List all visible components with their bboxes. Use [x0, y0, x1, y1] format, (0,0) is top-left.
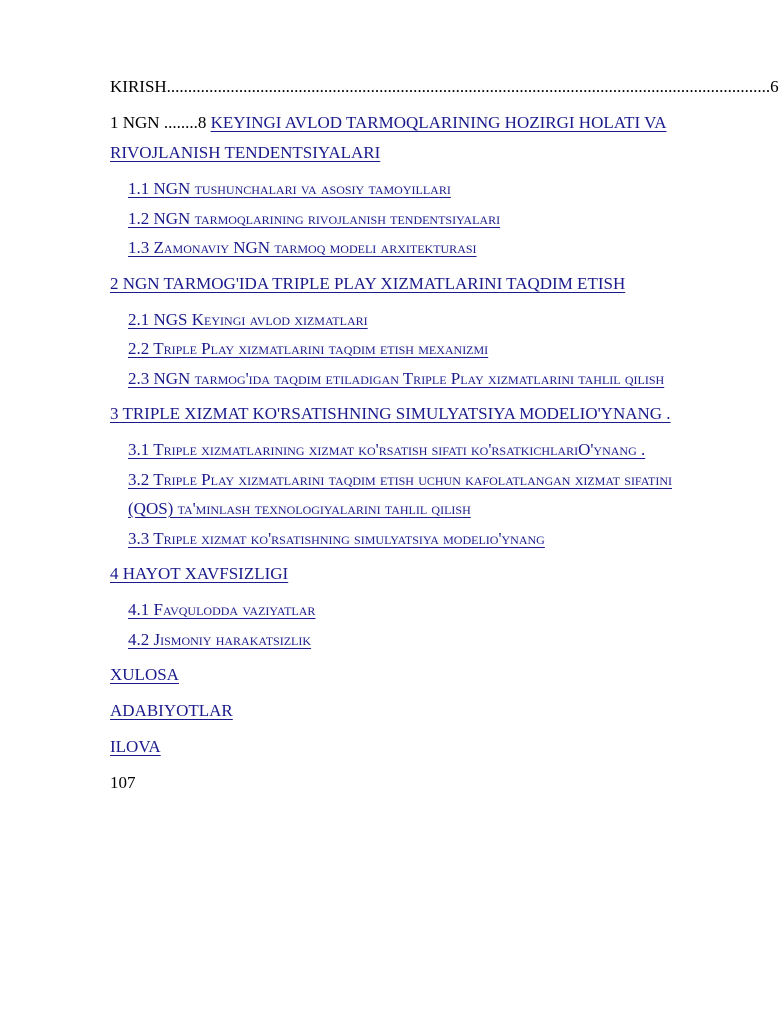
toc-subentry-3-1 — [110, 435, 712, 465]
toc-entry-xulosa — [110, 660, 712, 690]
toc-entry-chapter-1 — [110, 108, 712, 168]
section-4-2-link[interactable]: 4.2 Jismoniy harakatsizlik — [128, 629, 312, 649]
toc-subentry-4-2 — [110, 625, 712, 655]
toc-entry-adabiyotlar — [110, 696, 712, 726]
section-3-1-link[interactable]: 3.1 Triple xizmatlarining xizmat ko'rsatish sifati ko'rsatkichlariO'ynang . — [128, 440, 646, 459]
section-2-1-link[interactable]: 2.1 NGS Keyingi avlod xizmatlari — [128, 309, 368, 329]
chapter-2-link[interactable]: 2 NGN TARMOG'IDA TRIPLE PLAY XIZMATLARINI TAQDIM ETISH — [110, 273, 626, 293]
toc-subentry-1-2 — [110, 204, 712, 234]
toc-entry-chapter-4 — [110, 559, 712, 589]
section-3-2-link[interactable]: 3.2 Triple Play xizmatlarini taqdim etish uchun kafolatlangan xizmat sifatini (QOS) ta'minlash texnologiyalarini tahlil qilish — [128, 469, 673, 518]
toc-subentry-2-2 — [110, 334, 712, 364]
chapter-1-prefix: 1 NGN ........8 — [110, 113, 211, 132]
toc-subentry-2-3 — [110, 364, 712, 394]
toc-label-kirish: KIRISH — [110, 77, 167, 96]
toc-page-kirish: 6 — [770, 77, 779, 96]
toc-subentry-1-1 — [110, 174, 712, 204]
toc-subentry-4-1 — [110, 595, 712, 625]
toc-entry-kirish — [110, 72, 779, 102]
chapter-1-link[interactable]: KEYINGI AVLOD TARMOQLARINING HOZIRGI HOLATI VA RIVOJLANISH TENDENTSIYALARI — [110, 113, 667, 162]
toc-entry-ilova — [110, 732, 712, 762]
section-1-2-link[interactable]: 1.2 NGN tarmoqlarining rivojlanish tendentsiyalari — [128, 208, 501, 228]
section-2-3-link[interactable]: 2.3 NGN tarmog'ida taqdim etiladigan Triple Play xizmatlarini tahlil qilish — [128, 368, 665, 388]
toc-entry-chapter-2 — [110, 269, 712, 299]
section-2-2-link[interactable]: 2.2 Triple Play xizmatlarini taqdim etish mexanizmi — [128, 339, 489, 358]
page-number: 107 — [110, 773, 136, 792]
dot-leader: .............................................................................................................................................. — [166, 77, 771, 96]
section-3-3-link[interactable]: 3.3 Triple xizmat ko'rsatishning simulyatsiya modelio'ynang — [128, 528, 545, 548]
section-1-1-link[interactable]: 1.1 NGN tushunchalari va asosiy tamoyillari — [128, 179, 451, 198]
xulosa-link[interactable]: XULOSA — [110, 665, 179, 684]
chapter-3-link[interactable]: 3 TRIPLE XIZMAT KO'RSATISHNING SIMULYATSIYA MODELIO'YNANG . — [110, 404, 671, 423]
toc-entry-chapter-3 — [110, 399, 712, 429]
table-of-contents — [110, 72, 779, 798]
adabiyotlar-link[interactable]: ADABIYOTLAR — [110, 701, 233, 720]
chapter-4-link[interactable]: 4 HAYOT XAVFSIZLIGI — [110, 564, 289, 583]
section-1-3-link[interactable]: 1.3 Zamonaviy NGN tarmoq modeli arxitekturasi — [128, 238, 477, 257]
toc-subentry-2-1 — [110, 305, 712, 335]
toc-subentry-3-3 — [110, 524, 712, 554]
toc-subentry-1-3 — [110, 233, 712, 263]
section-4-1-link[interactable]: 4.1 Favqulodda vaziyatlar — [128, 600, 316, 619]
toc-subentry-3-2 — [110, 465, 712, 524]
ilova-link[interactable]: ILOVA — [110, 737, 161, 756]
